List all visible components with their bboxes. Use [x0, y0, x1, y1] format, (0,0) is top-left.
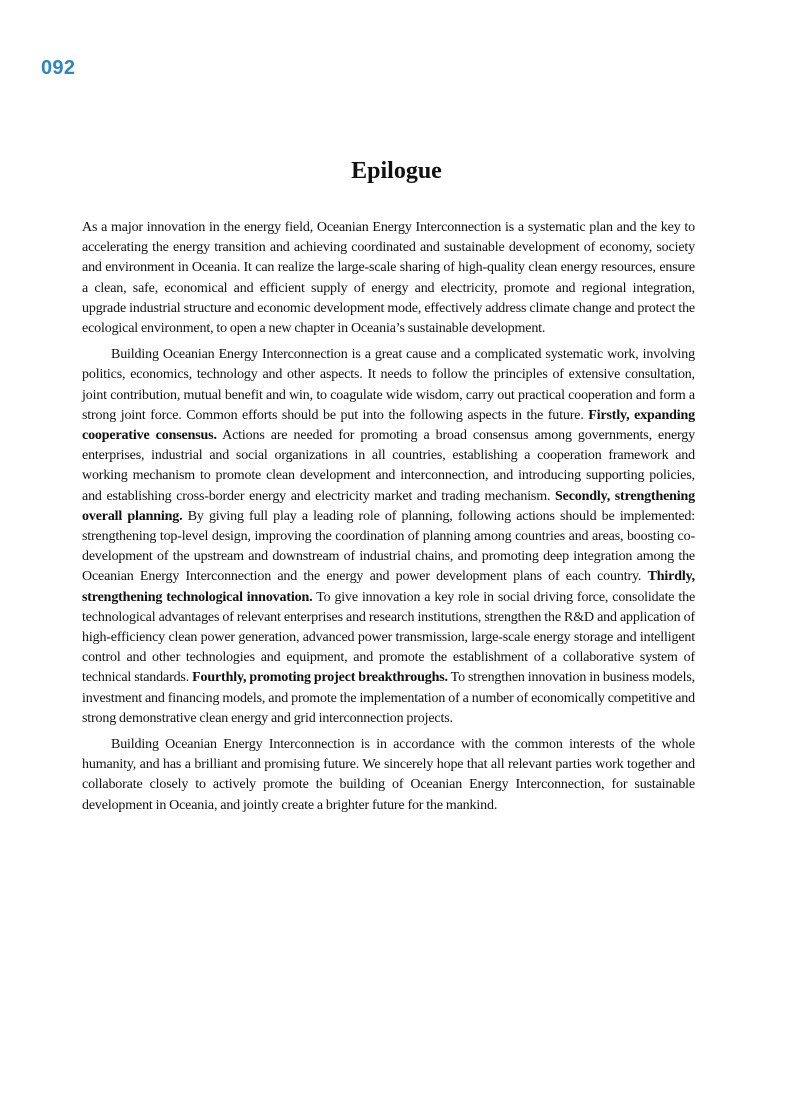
page-number: 092: [41, 57, 76, 79]
paragraph-intro: As a major innovation in the energy field, Oceanian Energy Interconnection is a systematic plan and the key to accelerating the energy transition and achieving coordinated and sustainable development of economy, society and environment in Oceania. It can realize the large-scale sharing of high-quality clean energy resources, ensure a clean, safe, economical and efficient supply of energy and electricity, promote and regional integration, upgrade industrial structure and economic development mode, effectively address climate change and protect the ecological environment, to open a new chapter in Oceania’s sustainable development.: [82, 220, 695, 337]
heading-secondly: Secondly, strengthening overall planning.: [82, 488, 696, 524]
page-title: Epilogue: [351, 158, 442, 184]
text-fourthly: To strengthen innovation in business models, investment and financing models, and promote the implementation of a number of economically competitive and strong demonstrative clean energy and grid interconnection projects.: [82, 670, 696, 726]
paragraph-actions-intro: Building Oceanian Energy Interconnection is a great cause and a complicated systematic work, involving politics, economics, technology and other aspects. It needs to follow the principles of extensive consultation, joint contribution, mutual benefit and win, to coagulate wide wisdom, carry out practical cooperation and form a strong joint force. Common efforts should be put into the following aspects in the future.: [82, 347, 695, 423]
paragraph-conclusion: Building Oceanian Energy Interconnection is in accordance with the common interests of the whole humanity, and has a brilliant and promising future. We sincerely hope that all relevant parties work together and collaborate closely to actively promote the building of Oceanian Energy Interconnection, for sustainable development in Oceania, and jointly create a brighter future for the mankind.: [82, 737, 695, 813]
text-firstly: Actions are needed for promoting a broad consensus among governments, energy enterprises, industrial and social organizations in all countries, establishing a cooperation framework and working mechanism to promote clean development and interconnection, and introducing supporting policies, and establishing cross-border energy and electricity market and trading mechanism.: [82, 428, 695, 504]
text-secondly: By giving full play a leading role of planning, following actions should be implemented: strengthening top-level design, improving the coordination of planning among countries and areas, boosting co-development of the upstream and downstream of industrial chains, and promoting deep integration among the Oceanian Energy Interconnection and the energy and power development plans of each country.: [82, 508, 696, 585]
heading-firstly: Firstly, expanding cooperative consensus.: [82, 407, 695, 444]
heading-thirdly: Thirdly, strengthening technological innovation.: [82, 569, 695, 605]
heading-fourthly: Fourthly, promoting project breakthroughs.: [192, 670, 448, 686]
text-thirdly: To give innovation a key role in social driving force, consolidate the technological advantages of relevant enterprises and research institutions, strengthen the R&D and application of high-efficiency clean power generation, advanced power transmission, large-scale energy storage and intelligent control and other technologies and equipment, and promote the establishment of a collaborative system of technical standards.: [82, 589, 696, 686]
paragraph-actions: [82, 345, 695, 729]
body-text: [82, 218, 695, 822]
